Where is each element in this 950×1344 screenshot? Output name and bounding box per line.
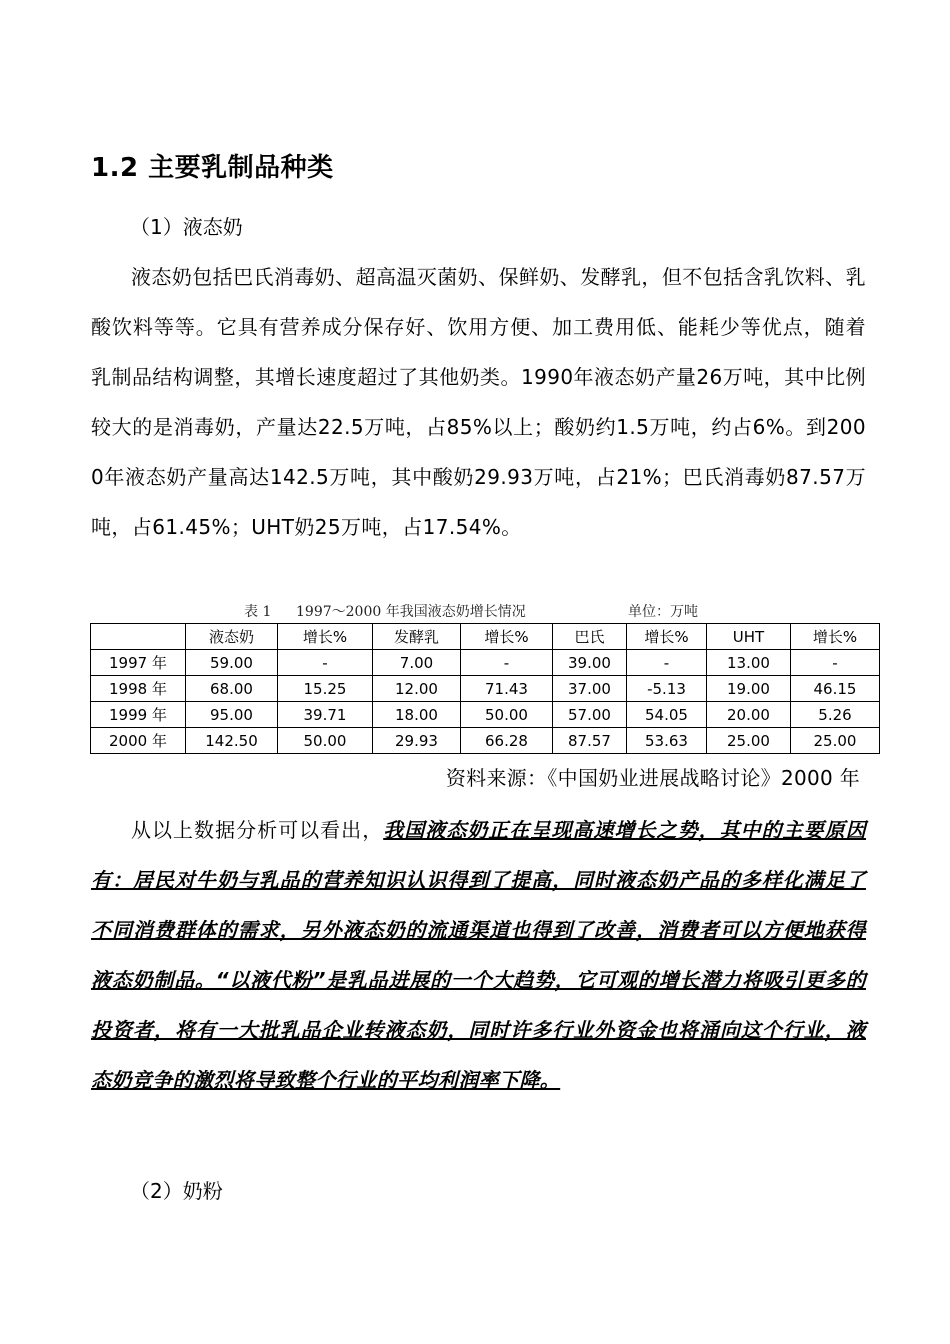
table-cell: 59.00 bbox=[186, 650, 278, 676]
table-row bbox=[91, 728, 880, 754]
table-cell: 87.57 bbox=[553, 728, 627, 754]
analysis-intro: 从以上数据分析可以看出， bbox=[131, 818, 384, 842]
table-cell: 57.00 bbox=[553, 702, 627, 728]
table-cell: 50.00 bbox=[278, 728, 373, 754]
subsection-title-liquid-milk: （1）液态奶 bbox=[130, 215, 243, 239]
table-cell: - bbox=[791, 650, 880, 676]
table-cell: 25.00 bbox=[791, 728, 880, 754]
table-header-cell: 发酵乳 bbox=[373, 624, 461, 650]
table-cell: 66.28 bbox=[461, 728, 553, 754]
table-cell: 7.00 bbox=[373, 650, 461, 676]
subsection-title-milk-powder: （2）奶粉 bbox=[130, 1179, 223, 1203]
table-cell-year: 1998 年 bbox=[91, 676, 186, 702]
table-row bbox=[91, 676, 880, 702]
table-header-cell bbox=[91, 624, 186, 650]
table-header-cell: 增长% bbox=[461, 624, 553, 650]
table-caption-title: 1997～2000 年我国液态奶增长情况 bbox=[296, 604, 526, 620]
table-cell: 5.26 bbox=[791, 702, 880, 728]
table-cell: - bbox=[461, 650, 553, 676]
table-cell: 25.00 bbox=[707, 728, 791, 754]
table-cell: 46.15 bbox=[791, 676, 880, 702]
table-cell: 50.00 bbox=[461, 702, 553, 728]
paragraph-analysis bbox=[91, 805, 866, 1105]
table-cell: 12.00 bbox=[373, 676, 461, 702]
table-row bbox=[91, 702, 880, 728]
table-header-cell: 液态奶 bbox=[186, 624, 278, 650]
table-header-cell: 巴氏 bbox=[553, 624, 627, 650]
table-header-row bbox=[91, 624, 880, 650]
table-cell: 19.00 bbox=[707, 676, 791, 702]
table-cell-year: 2000 年 bbox=[91, 728, 186, 754]
table-header-cell: 增长% bbox=[791, 624, 880, 650]
table-cell: 18.00 bbox=[373, 702, 461, 728]
analysis-emphasis: 我国液态奶正在呈现高速增长之势，其中的主要原因有：居民对牛奶与乳品的营养知识认识得到了提高，同时液态奶产品的多样化满足了不同消费群体的需求，另外液态奶的流通渠道也得到了改善，消费者可以方便地获得液态奶制品。“以液代粉”是乳品进展的一个大趋势，它可观的增长潜力将吸引更多的投资者，将有一大批乳品企业转液态奶，同时许多行业外资金也将涌向这个行业，液态奶竞争的激烈将导致整个行业的平均利润率下降。 bbox=[91, 818, 866, 1092]
table-row bbox=[91, 650, 880, 676]
table-caption-unit: 单位：万吨 bbox=[628, 604, 698, 620]
table-cell: 54.05 bbox=[627, 702, 707, 728]
data-source-note: 资料来源：《中国奶业进展战略讨论》2000 年 bbox=[445, 766, 860, 790]
table-cell: -5.13 bbox=[627, 676, 707, 702]
table-cell: 71.43 bbox=[461, 676, 553, 702]
table-cell: 39.71 bbox=[278, 702, 373, 728]
table-cell: 142.50 bbox=[186, 728, 278, 754]
table-cell: 20.00 bbox=[707, 702, 791, 728]
table-cell-year: 1997 年 bbox=[91, 650, 186, 676]
table-header-cell: 增长% bbox=[278, 624, 373, 650]
table-cell: 53.63 bbox=[627, 728, 707, 754]
table-header-cell: UHT bbox=[707, 624, 791, 650]
table-cell-year: 1999 年 bbox=[91, 702, 186, 728]
liquid-milk-growth-table bbox=[90, 623, 880, 754]
table-cell: 68.00 bbox=[186, 676, 278, 702]
table-cell: - bbox=[627, 650, 707, 676]
table-caption-label: 表 1 bbox=[244, 604, 272, 620]
table-caption bbox=[0, 598, 950, 622]
table-cell: 13.00 bbox=[707, 650, 791, 676]
paragraph-liquid-milk: 液态奶包括巴氏消毒奶、超高温灭菌奶、保鲜奶、发酵乳，但不包括含乳饮料、乳酸饮料等等。它具有营养成分保存好、饮用方便、加工费用低、能耗少等优点，随着乳制品结构调整，其增长速度超过了其他奶类。1990年液态奶产量26万吨，其中比例较大的是消毒奶，产量达22.5万吨，占85%以上；酸奶约1.5万吨，约占6%。到2000年液态奶产量高达142.5万吨，其中酸奶29.93万吨，占21%；巴氏消毒奶87.57万吨，占61.45%；UHT奶25万吨，占17.54%。 bbox=[91, 265, 866, 539]
table-cell: 15.25 bbox=[278, 676, 373, 702]
table-cell: 95.00 bbox=[186, 702, 278, 728]
table-cell: - bbox=[278, 650, 373, 676]
section-heading: 1.2 主要乳制品种类 bbox=[91, 153, 334, 183]
table-header-cell: 增长% bbox=[627, 624, 707, 650]
table-cell: 39.00 bbox=[553, 650, 627, 676]
table-cell: 29.93 bbox=[373, 728, 461, 754]
table-cell: 37.00 bbox=[553, 676, 627, 702]
